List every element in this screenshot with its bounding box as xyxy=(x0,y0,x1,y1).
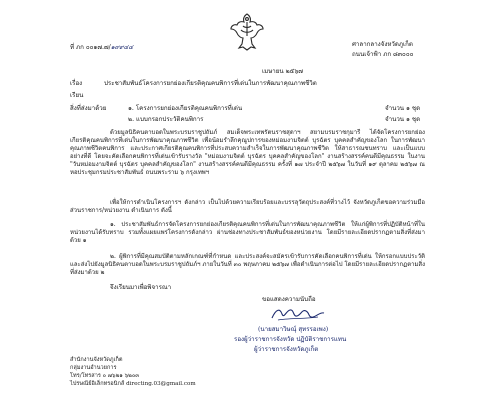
body-paragraph-1: ด้วยมูลนิธิคนตาบอดในพระบรมราชูปถัมภ์ สมเด็จพระเทพรัตนราชสุดาฯ สยามบรมราชกุมารี ได้จัดโครงการยกย่องเกียรติคุณคนพิการที่เด่นในการพัฒนาคุณภาพชีวิต เพื่อน้อมรำลึกคุณูปการของหม่อมงามจิตต์ บุรฉัตร บุคคลสำคัญของโลก ในการพัฒนาคุณภาพชีวิตคนพิการ และประกาศเกียรติคุณคนพิการที่ประสบความสำเร็จในการพัฒนาคุณภาพชีวิต ให้สาธารณชนทราบ และเป็นแบบอย่างที่ดี โดยจะคัดเลือกคนพิการที่เด่นเข้ารับรางวัล "หม่อมงามจิตต์ บุรฉัตร บุคคลสำคัญของโลก" งานสร้างสรรค์คนดีมีคุณธรรม ในงาน "วันหม่อมงามจิตต์ บุรฉัตร บุคคลสำคัญของโลก" งานสร้างสรรค์คนดีมีคุณธรรม ครั้งที่ ๑๗ ประจำปี ๒๕๖๗ ในวันที่ ๑๙ ตุลาคม ๒๕๖๗ ณ หอประชุมกรมประชาสัมพันธ์ ถนนพระราม ๖ กรุงเทพฯ xyxy=(70,129,425,176)
garuda-emblem-icon xyxy=(225,10,269,54)
signatory-position: รองผู้ว่าราชการจังหวัด ปฏิบัติราชการแทน xyxy=(234,336,347,343)
handwritten-signature-icon xyxy=(268,305,328,323)
reference-number xyxy=(70,44,133,52)
body-paragraph-2: เพื่อให้การดำเนินโครงการฯ ดังกล่าว เป็นไปด้วยความเรียบร้อยและบรรลุวัตถุประสงค์ที่วางไว้ จังหวัดภูเก็ตขอความร่วมมือส่วนราชการ/หน่วยงาน ดำเนินการ ดังนี้ xyxy=(70,199,425,214)
closing-line: จึงเรียนมาเพื่อพิจารณา xyxy=(110,284,172,291)
enclosure-item: ๑. โครงการยกย่องเกียรติคุณคนพิการที่เด่น xyxy=(128,105,243,112)
office-name: ศาลากลางจังหวัดภูเก็ต xyxy=(352,41,413,48)
enclosure-qty: จำนวน ๑ ชุด xyxy=(385,116,421,123)
regards-text: ขอแสดงความนับถือ xyxy=(262,296,316,303)
reference-handwritten: ๑๙๙๔๔ xyxy=(110,44,134,51)
subject-label: เรื่อง xyxy=(70,80,83,87)
signatory-name: (นายสมาวิษณุ์ สุทรรอเพง) xyxy=(258,326,329,333)
office-address: ถนนเจ้าฟ้า ภก ๘๓๐๐๐ xyxy=(352,51,414,58)
salutation: เรียน xyxy=(70,92,84,99)
reference-prefix: ที่ ภก ๐๐๑๗.๗/ xyxy=(70,44,111,51)
footer-phone: โทร/โทรสาร ๐ ๗๖๒๑ ๖๒๐๓ xyxy=(70,373,140,379)
enclosures-label: สิ่งที่ส่งมาด้วย xyxy=(70,105,107,112)
footer-department: สำนักงานจังหวัดภูเก็ต xyxy=(70,357,123,363)
subject-text: ประชาสัมพันธ์โครงการยกย่องเกียรติคุณคนพิการที่เด่นในการพัฒนาคุณภาพชีวิต xyxy=(104,80,317,87)
footer-division: กลุ่มงานอำนวยการ xyxy=(70,365,117,371)
letter-date: เมษายน ๒๕๖๗ xyxy=(262,68,303,75)
enclosure-qty: จำนวน ๑ ชุด xyxy=(385,105,421,112)
body-paragraph-3: ๑. ประชาสัมพันธ์การจัดโครงการยกย่องเกียรติคุณคนพิการที่เด่นในการพัฒนาคุณภาพชีวิต ให้แก่ผู้พิการที่ปฏิบัติหน้าที่ในหน่วยงานได้รับทราบ รวมทั้งแผยแพร่โครงการดังกล่าว ผ่านช่องทางประชาสัมพันธ์ของหน่วยงาน โดยมีรายละเอียดปรากฏตามสิ่งที่ส่งมาด้วย ๑ xyxy=(70,221,425,244)
signatory-position-governor: ผู้ว่าราชการจังหวัดภูเก็ต xyxy=(254,346,319,353)
body-paragraph-4: ๒. ผู้พิการที่มีคุณสมบัติตามหลักเกณฑ์ที่กำหนด และประสงค์จะสมัครเข้ารับการคัดเลือกคนพิการที่เด่น ให้กรอกแบบประวัติ และส่งไปยังมูลนิธิคนตาบอดในพระบรมราชูปถัมภ์ฯ ภายในวันที่ ๓๐ พฤษภาคม ๒๕๖๗ เพื่อดำเนินการต่อไป โดยมีรายละเอียดปรากฏตามสิ่งที่ส่งมาด้วย ๒ xyxy=(70,253,425,276)
footer-email: ไปรษณีย์อิเล็กทรอนิกส์ directing.03@gmail.com xyxy=(70,381,196,387)
enclosure-item: ๒. แบบกรอกประวัติคนพิการ xyxy=(128,116,204,123)
